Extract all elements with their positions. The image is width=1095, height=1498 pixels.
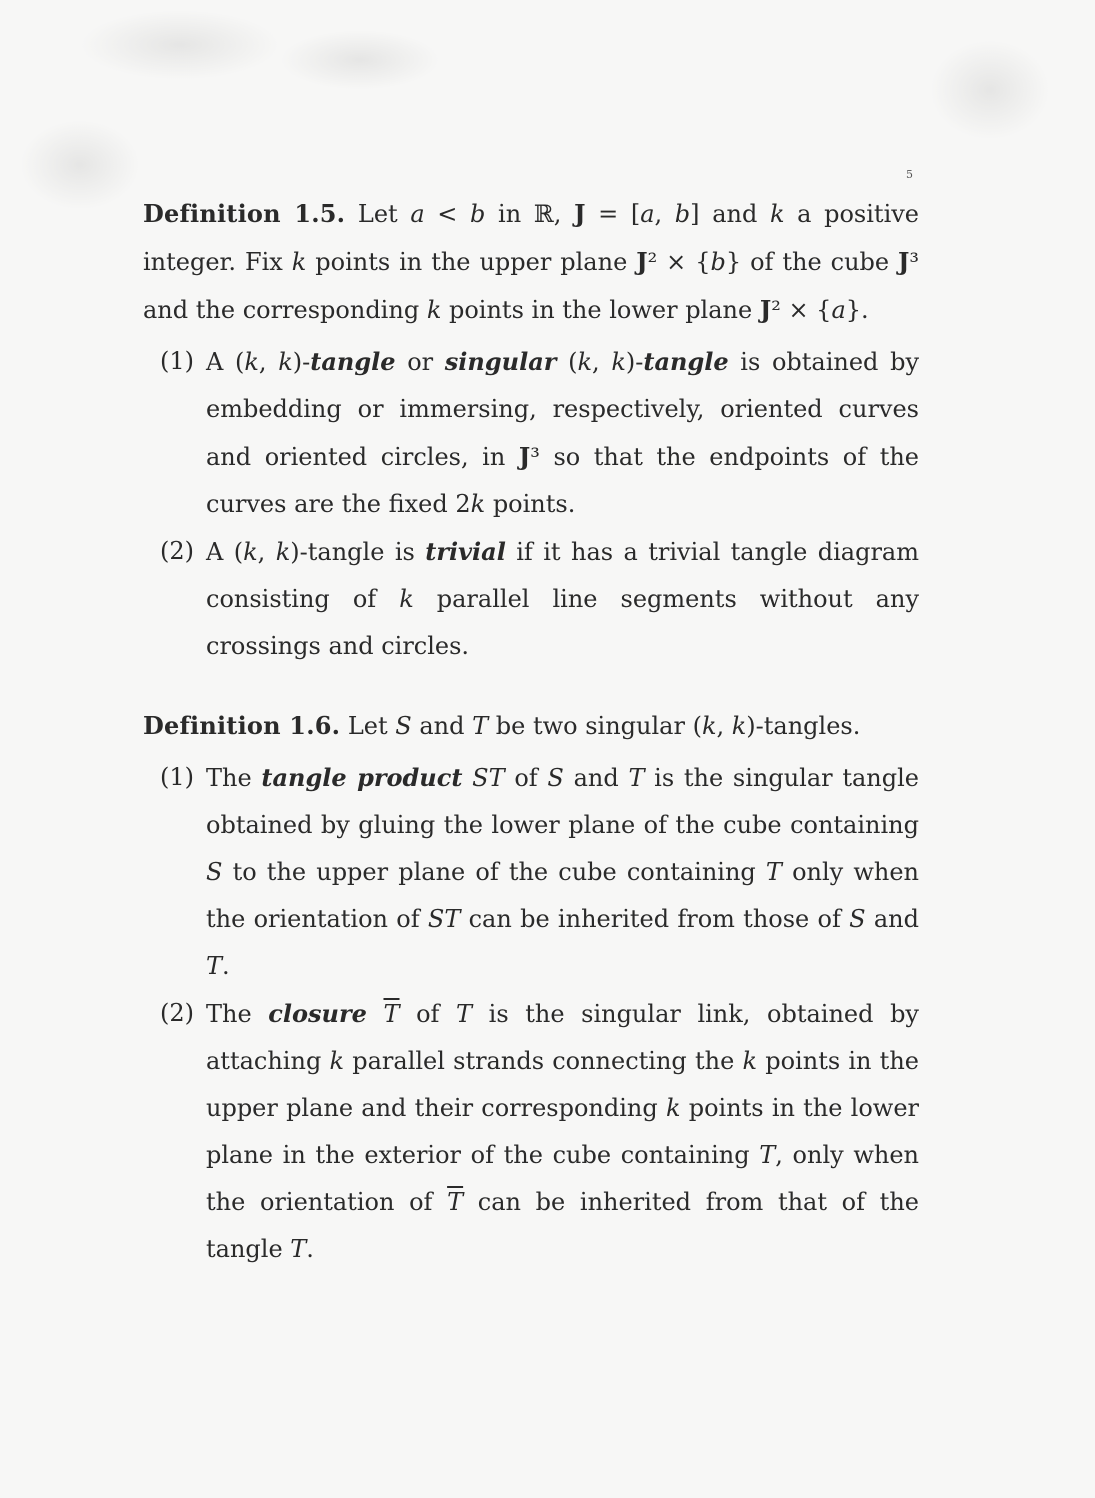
math: k [731, 712, 747, 740]
math: J [898, 247, 910, 276]
text: and [563, 764, 629, 792]
math: S [547, 764, 564, 792]
text: or [395, 348, 445, 376]
defined-term: tangle [310, 347, 396, 376]
math: J [574, 199, 586, 228]
text: }. [845, 296, 869, 324]
scan-smudge [930, 40, 1050, 140]
text: , only when the orientation of [206, 1141, 919, 1216]
text: can be inherited from that of the tangle [206, 1188, 919, 1263]
text: , [592, 348, 612, 376]
math: k [611, 348, 626, 376]
text: parallel strands connecting the [344, 1047, 743, 1075]
math: $\overline{T}$ [447, 1188, 464, 1216]
text: , [716, 712, 732, 740]
text: ( [556, 348, 578, 376]
text: The [206, 764, 262, 792]
scan-smudge [20, 120, 140, 210]
text: )- [292, 348, 311, 376]
math: b [674, 200, 691, 228]
math: ℝ [533, 200, 554, 228]
text: , [257, 538, 276, 566]
text: points in the upper plane [306, 248, 637, 276]
definition-1-6-item-1 [143, 754, 919, 990]
math: T [206, 952, 223, 980]
math: k [665, 1094, 681, 1122]
math: ² [771, 296, 781, 324]
definition-heading: Definition 1.5. [143, 199, 346, 228]
text: A ( [206, 538, 244, 566]
math: T [759, 1141, 776, 1169]
text: , [553, 200, 575, 228]
math: k [701, 712, 717, 740]
math: k [399, 585, 414, 613]
math: b [710, 248, 726, 276]
item-number: (2) [160, 999, 194, 1027]
text: a positive integer. Fix [143, 200, 920, 276]
math: ³ [909, 248, 920, 276]
text: parallel line segments without any crossings and circles. [206, 585, 920, 660]
text: )-tangle is [290, 538, 426, 566]
text: < [424, 200, 471, 228]
math: J [518, 442, 531, 471]
text: and [699, 200, 770, 228]
math: k [577, 348, 593, 376]
text: . [222, 952, 230, 980]
text: is obtained by embedding or immersing, respectively, oriented curves and oriented circles, in [206, 348, 920, 471]
text: × { [657, 248, 711, 276]
scan-smudge [280, 30, 440, 90]
text: is the singular link, obtained by attaching [206, 1000, 919, 1075]
math: k [329, 1047, 345, 1075]
item-number: (1) [160, 763, 194, 791]
math: b [470, 200, 486, 228]
text: points in the lower plane in the exterior of the cube containing [206, 1094, 920, 1169]
text: . [306, 1235, 314, 1263]
text: of [399, 1000, 457, 1028]
text [462, 764, 472, 792]
text: = [ [585, 200, 641, 228]
math: T [456, 1000, 473, 1028]
math: a [831, 296, 846, 324]
definition-1-6-item-2 [143, 990, 919, 1273]
math: ² [647, 248, 658, 276]
text: and [411, 712, 473, 740]
math: S [395, 712, 412, 740]
text: only when the orientation of [206, 858, 919, 933]
math: J [759, 295, 772, 324]
definition-1-5-item-1 [143, 338, 919, 528]
math: k [244, 348, 259, 376]
math: k [742, 1047, 758, 1075]
text: to the upper plane of the cube containing [222, 858, 766, 886]
page-content [143, 190, 919, 1273]
text: of [504, 764, 548, 792]
defined-term: singular [444, 347, 557, 376]
definition-heading: Definition 1.6. [143, 711, 341, 740]
definition-1-6 [143, 702, 919, 750]
math: T [290, 1235, 307, 1263]
item-number: (1) [160, 347, 194, 375]
math: J [636, 247, 648, 276]
math: k [275, 538, 291, 566]
text: so that the endpoints of the curves are the fixed 2 [206, 443, 920, 518]
text: and the corresponding [143, 296, 427, 324]
text: in [485, 200, 534, 228]
defined-term: trivial [425, 537, 506, 566]
page-number: 5 [906, 168, 913, 181]
definition-1-5 [143, 190, 919, 334]
item-number: (2) [160, 537, 194, 565]
math: a [410, 200, 425, 228]
math: $\overline{T}$ [383, 1000, 400, 1028]
text: can be inherited from those of [460, 905, 850, 933]
text: points in the upper plane and their corresponding [206, 1047, 919, 1122]
text: )-tangles. [746, 712, 861, 740]
text: Let [345, 200, 411, 228]
text [367, 1000, 384, 1028]
text: A ( [206, 348, 245, 376]
math: T [765, 858, 782, 886]
math: a [640, 200, 655, 228]
text: Let [340, 712, 396, 740]
math: k [291, 248, 307, 276]
math: ³ [530, 443, 540, 471]
text: } of the cube [725, 248, 899, 276]
math: k [278, 348, 293, 376]
math: k [470, 490, 486, 518]
text: , [654, 200, 675, 228]
math: S [206, 858, 223, 886]
text: is the singular tangle obtained by gluing the lower plane of the cube containing [206, 764, 919, 839]
text: The [206, 1000, 269, 1028]
math: k [426, 296, 442, 324]
text: , [258, 348, 279, 376]
math: T [628, 764, 645, 792]
scan-smudge [80, 10, 280, 80]
math: S [849, 905, 866, 933]
math: ST [427, 905, 461, 933]
text: ] [690, 200, 700, 228]
text: if it has a trivial tangle diagram consisting of [206, 538, 919, 613]
text: and [865, 905, 919, 933]
text: points. [485, 490, 576, 518]
text: points in the lower plane [441, 296, 760, 324]
math: T [472, 712, 489, 740]
section-gap [143, 670, 919, 702]
definition-1-5-item-2 [143, 528, 919, 670]
math: ST [472, 764, 505, 792]
math: k [769, 200, 785, 228]
defined-term: closure [268, 999, 367, 1028]
math: k [243, 538, 258, 566]
defined-term: tangle [643, 347, 729, 376]
defined-term: tangle product [261, 763, 463, 792]
text: be two singular ( [488, 712, 702, 740]
text: )- [625, 348, 644, 376]
text: × { [780, 296, 832, 324]
